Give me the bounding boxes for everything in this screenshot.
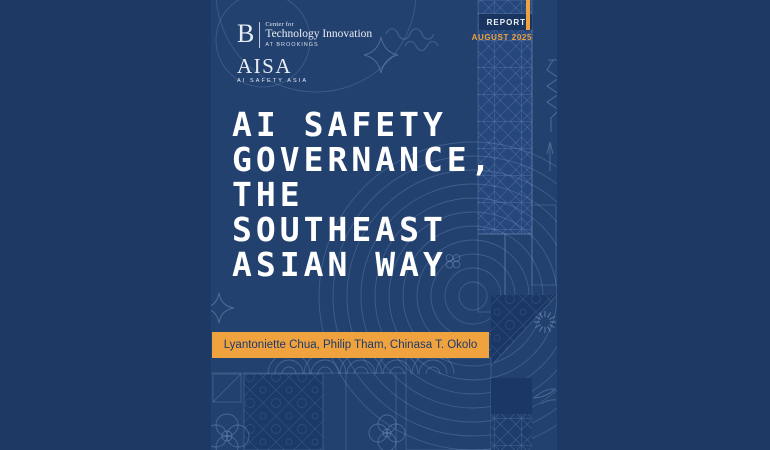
title-line: SOUTHEAST (232, 210, 447, 249)
authors-text: Lyantoniette Chua, Philip Tham, Chinasa T. Okolo (223, 339, 478, 351)
orange-bar-decoration (526, 0, 530, 30)
title-line: GOVERNANCE, (232, 140, 495, 179)
brookings-line1: Center for (265, 21, 294, 28)
title-line: ASIAN WAY (232, 245, 447, 284)
aisa-logo (237, 55, 308, 84)
aisa-subtitle: AI SAFETY ASIA (237, 78, 309, 84)
aisa-acronym: AISA (237, 54, 293, 78)
logo-divider (259, 22, 260, 48)
damask-square-tile (244, 374, 323, 450)
pinwheel-flower-icon (211, 414, 249, 450)
brookings-line2: Technology Innovation (265, 28, 373, 40)
leaf-icon (534, 389, 556, 404)
title-line: THE (232, 175, 304, 214)
brookings-line3: AT BROOKINGS (265, 42, 319, 48)
report-type-label: REPORT (479, 14, 532, 30)
damask-triangle-tile (491, 295, 557, 366)
brookings-initial: B (237, 19, 255, 48)
small-asanoha-tile (491, 378, 532, 450)
zigzag-arrow-icon (547, 60, 557, 132)
brookings-logo (237, 21, 372, 48)
report-badge (462, 0, 532, 46)
four-point-star-icon (211, 293, 234, 323)
authors-banner (212, 332, 489, 358)
report-title (232, 107, 495, 282)
broom-icon (547, 142, 553, 171)
cloud-lines-decoration (386, 29, 438, 51)
pinwheel-flower-icon (369, 415, 405, 450)
report-cover (211, 0, 557, 450)
title-line: AI SAFETY (232, 105, 447, 144)
report-date-label: AUGUST 2025 (471, 33, 532, 42)
